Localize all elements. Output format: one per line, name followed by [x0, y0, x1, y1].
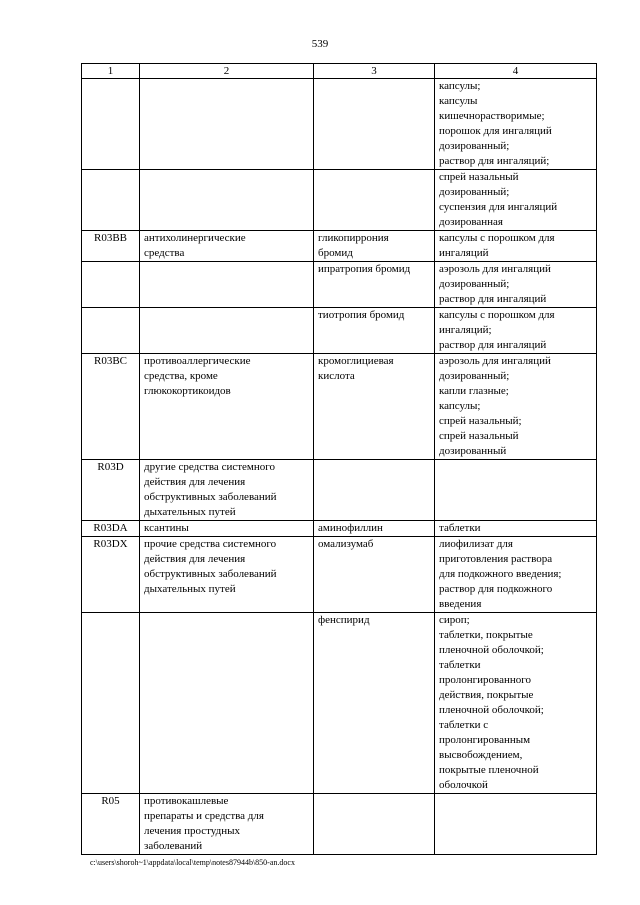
group-cell: прочие средства системного действия для лечения обструктивных заболеваний дыхательных путей	[140, 537, 314, 613]
substance-cell: омализумаб	[314, 537, 435, 613]
group-cell: противоаллергические средства, кроме глюкокортикоидов	[140, 354, 314, 460]
substance-cell: тиотропия бромид	[314, 308, 435, 354]
column-header-4: 4	[435, 64, 597, 79]
group-cell: другие средства системного действия для лечения обструктивных заболеваний дыхательных путей	[140, 460, 314, 521]
forms-cell: сироп; таблетки, покрытые пленочной оболочкой; таблетки пролонгированного действия, покрытые пленочной оболочкой; таблетки с пролонгированным высвобождением, покрытые пленочной оболочкой	[435, 613, 597, 794]
table-row	[82, 613, 597, 794]
group-cell: антихолинергические средства	[140, 231, 314, 262]
substance-cell	[314, 79, 435, 170]
table-row	[82, 354, 597, 460]
forms-cell: спрей назальный дозированный; суспензия для ингаляций дозированная	[435, 170, 597, 231]
table-row	[82, 170, 597, 231]
forms-cell: капсулы; капсулы кишечнорастворимые; порошок для ингаляций дозированный; раствор для ингаляций;	[435, 79, 597, 170]
table-row	[82, 262, 597, 308]
code-cell	[82, 308, 140, 354]
forms-cell	[435, 794, 597, 855]
column-header-2: 2	[140, 64, 314, 79]
forms-cell	[435, 460, 597, 521]
group-cell: противокашлевые препараты и средства для лечения простудных заболеваний	[140, 794, 314, 855]
table-row	[82, 308, 597, 354]
substance-cell: кромоглициевая кислота	[314, 354, 435, 460]
substance-cell: ипратропия бромид	[314, 262, 435, 308]
group-cell	[140, 262, 314, 308]
code-cell	[82, 79, 140, 170]
substance-cell: гликопиррония бромид	[314, 231, 435, 262]
table-row	[82, 79, 597, 170]
forms-cell: лиофилизат для приготовления раствора для подкожного введения; раствор для подкожного введения	[435, 537, 597, 613]
substance-cell: аминофиллин	[314, 521, 435, 537]
code-cell: R03BC	[82, 354, 140, 460]
table-header-row	[82, 64, 597, 79]
code-cell	[82, 613, 140, 794]
forms-cell: капсулы с порошком для ингаляций; раствор для ингаляций	[435, 308, 597, 354]
forms-cell: капсулы с порошком для ингаляций	[435, 231, 597, 262]
footer-file-path: c:\users\shoroh~1\appdata\local\temp\notes87944b\850-an.docx	[90, 858, 295, 867]
table-body	[82, 79, 597, 855]
code-cell: R03DA	[82, 521, 140, 537]
forms-cell: аэрозоль для ингаляций дозированный; капли глазные; капсулы; спрей назальный; спрей назальный дозированный	[435, 354, 597, 460]
table-row	[82, 521, 597, 537]
code-cell: R03DX	[82, 537, 140, 613]
column-header-1: 1	[82, 64, 140, 79]
table-row	[82, 460, 597, 521]
table-row	[82, 231, 597, 262]
group-cell	[140, 170, 314, 231]
code-cell	[82, 170, 140, 231]
substance-cell	[314, 170, 435, 231]
forms-cell: аэрозоль для ингаляций дозированный; раствор для ингаляций	[435, 262, 597, 308]
drug-table	[81, 63, 597, 855]
table-row	[82, 794, 597, 855]
group-cell	[140, 79, 314, 170]
group-cell	[140, 308, 314, 354]
forms-cell: таблетки	[435, 521, 597, 537]
group-cell	[140, 613, 314, 794]
column-header-3: 3	[314, 64, 435, 79]
substance-cell	[314, 794, 435, 855]
code-cell: R03D	[82, 460, 140, 521]
code-cell: R03BB	[82, 231, 140, 262]
substance-cell	[314, 460, 435, 521]
substance-cell: фенспирид	[314, 613, 435, 794]
group-cell: ксантины	[140, 521, 314, 537]
table-row	[82, 537, 597, 613]
code-cell: R05	[82, 794, 140, 855]
code-cell	[82, 262, 140, 308]
page-number: 539	[311, 38, 329, 50]
